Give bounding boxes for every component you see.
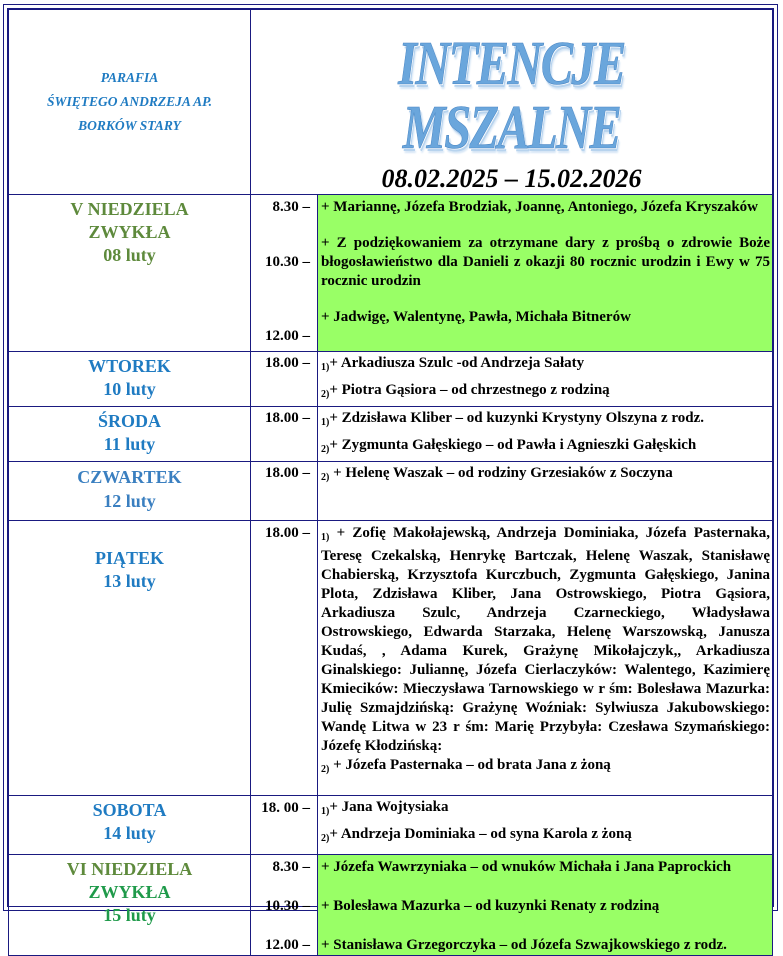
day-name: WTOREK — [88, 356, 171, 376]
header-title-cell — [251, 10, 773, 195]
mass-times — [251, 352, 318, 407]
page-title: INTENCJE MSZALNE — [398, 30, 625, 162]
mass-time: 8.30 – — [272, 859, 310, 875]
mass-times — [251, 796, 318, 855]
day-row — [9, 521, 773, 796]
day-label — [9, 521, 251, 796]
mass-time: 10.30 – — [265, 254, 310, 270]
day-name: PIĄTEK — [94, 548, 164, 568]
date-range: 08.02.2025 – 15.02.2026 — [381, 164, 642, 193]
intention-number: 1) — [321, 362, 330, 373]
intentions-cell — [318, 855, 773, 956]
mass-time: 18.00 – — [265, 410, 310, 426]
day-date: 14 luty — [103, 823, 156, 843]
day-label — [9, 796, 251, 855]
intention-text: + Zdzisława Kliber – od kuzynki Krystyny Olszyna z rodz. — [329, 410, 705, 426]
intention — [321, 756, 770, 779]
intention-text: + Józefa Pasternaka – od brata Jana z żoną — [329, 757, 611, 773]
parish-name — [9, 10, 251, 195]
mass-time: 10.30 – — [265, 898, 310, 914]
intention-number: 2) — [321, 389, 330, 400]
mass-time: 18. 00 – — [261, 800, 310, 816]
day-label — [9, 195, 251, 352]
day-name: VI NIEDZIELA — [66, 859, 193, 879]
day-date: 08 luty — [103, 245, 156, 265]
document-frame — [3, 4, 778, 953]
intentions-cell — [318, 195, 773, 352]
intentions-cell — [318, 462, 773, 521]
parish-line: PARAFIA — [100, 70, 159, 85]
intentions-cell — [318, 796, 773, 855]
intention-number: 2) — [321, 833, 330, 844]
parish-line: BORKÓW STARY — [78, 118, 181, 133]
mass-time: 12.00 – — [265, 328, 310, 344]
intention — [321, 434, 770, 461]
day-name: CZWARTEK — [77, 467, 182, 487]
intention-text: + Piotra Gąsiora – od chrzestnego z rodziną — [329, 382, 610, 398]
intention — [321, 407, 770, 434]
day-date: 12 luty — [103, 491, 156, 511]
day-label — [9, 855, 251, 956]
intention-number: 1) — [321, 532, 330, 543]
mass-time: 8.30 – — [272, 199, 310, 215]
intention: + Stanisława Grzegorczyka – od Józefa Szwajkowskiego z rodz. — [321, 937, 727, 953]
day-name: ŚRODA — [97, 411, 161, 431]
intentions-cell — [318, 521, 773, 796]
intention-text: + Jana Wojtysiaka — [329, 799, 449, 815]
intention: + Mariannę, Józefa Brodziak, Joannę, Antoniego, Józefa Kryszaków — [321, 199, 758, 215]
intention: + Józefa Wawrzyniaka – od wnuków Michała i Jana Paprockich — [321, 859, 732, 875]
intention-number: 2) — [321, 472, 330, 483]
parish-line: ŚWIĘTEGO ANDRZEJA AP. — [47, 94, 212, 109]
intention: + Bolesława Mazurka – od kuzynki Renaty z rodziną — [321, 898, 660, 914]
intention-number: 1) — [321, 417, 330, 428]
mass-times — [251, 462, 318, 521]
intention — [321, 379, 770, 406]
intention — [321, 796, 770, 823]
day-date: 10 luty — [103, 379, 156, 399]
day-name-2: ZWYKŁA — [88, 222, 171, 242]
intention — [321, 524, 770, 756]
day-label — [9, 407, 251, 462]
day-row — [9, 195, 773, 352]
day-date: 15 luty — [103, 905, 156, 925]
intention — [321, 352, 770, 379]
intentions-cell — [318, 407, 773, 462]
intention — [321, 462, 770, 489]
intention: + Z podziękowaniem za otrzymane dary z prośbą o zdrowie Boże błogosławieństwo dla Danieli z okazji 80 rocznic urodzin i Ewy w 75 rocznic urodzin — [321, 235, 770, 289]
mass-times — [251, 855, 318, 956]
intention-text: + Arkadiusza Szulc -od Andrzeja Sałaty — [329, 355, 585, 371]
day-row — [9, 855, 773, 956]
mass-times — [251, 521, 318, 796]
intention-text: + Zofię Makołajewską, Andrzeja Dominiaka, Józefa Pasternaka, Teresę Czekalską, Henrykę Bartczak, Helenę Waszak, Stanisławę Chabierską, Krzysztofa Kurczbuch, Zygmunta Gałęskiego, Janina Plota, Zdzisława Kliber, Jana Ostrowskiego, Piotra Gąsiora, Arkadiusza Szulc, Andrzeja Czarneckiego, Władysława Ostrowskiego, Edwarda Starzaka, Helenę Warszowską, Janusza Kudaś, , Adama Kurek, Grażynę Mikołajczyk,, Arkadiusza Ginalskiego: Juliannę, Józefa Cierlaczyków: Walentego, Kazimierę Kmiecików: Mieczysława Tarnowskiego w r śm: Bolesława Mazurka: Julię Szmajdzińską: Grażynę Woźniak: Sylwiusza Jakubowskiego: Wandę Litwa w 23 r śm: Marię Przybyła: Czesława Szymańskiego: Józefę Kłodzińską: — [321, 525, 770, 754]
intention-number: 2) — [321, 764, 330, 775]
day-name-2: ZWYKŁA — [88, 882, 171, 902]
document-inner-frame — [7, 8, 774, 953]
header-row — [9, 10, 773, 195]
day-date: 11 luty — [103, 434, 156, 454]
intention-text: + Zygmunta Gałęskiego – od Pawła i Agnieszki Gałęskich — [329, 437, 697, 453]
day-row — [9, 462, 773, 521]
day-label — [9, 462, 251, 521]
day-row — [9, 407, 773, 462]
day-date: 13 luty — [103, 571, 156, 591]
mass-time: 18.00 – — [265, 525, 310, 541]
mass-times — [251, 407, 318, 462]
mass-time: 18.00 – — [265, 465, 310, 481]
intention: + Jadwigę, Walentynę, Pawła, Michała Bitnerów — [321, 309, 631, 325]
intention — [321, 823, 770, 850]
day-name: SOBOTA — [92, 800, 167, 820]
intention-text: + Helenę Waszak – od rodziny Grzesiaków z Soczyna — [329, 465, 673, 481]
day-label — [9, 352, 251, 407]
day-name: V NIEDZIELA — [70, 199, 189, 219]
intention-number: 1) — [321, 806, 330, 817]
intention-text: + Andrzeja Dominiaka – od syna Karola z żoną — [329, 826, 632, 842]
intention-number: 2) — [321, 444, 330, 455]
day-row — [9, 352, 773, 407]
day-row — [9, 796, 773, 855]
mass-time: 12.00 – — [265, 937, 310, 953]
mass-times — [251, 195, 318, 352]
mass-time: 18.00 – — [265, 355, 310, 371]
intentions-table — [8, 9, 773, 956]
intentions-cell — [318, 352, 773, 407]
